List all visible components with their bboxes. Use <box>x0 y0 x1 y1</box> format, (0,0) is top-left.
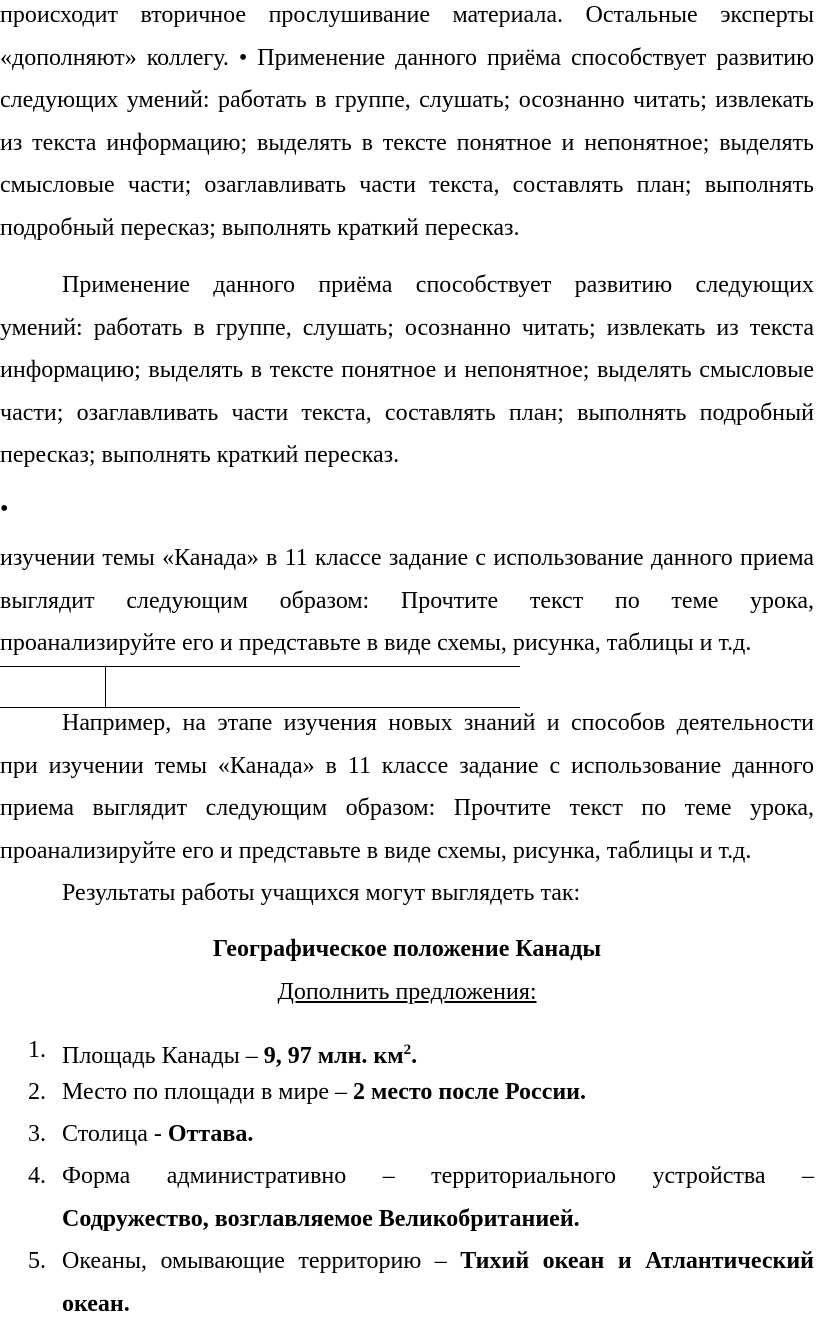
list-item-text: Океаны, омывающие территорию – <box>62 1248 461 1274</box>
list-item-text: Место по площади в мире – <box>62 1079 353 1105</box>
list-item-answer: 2 место после России. <box>352 1079 587 1105</box>
paragraph-results: Результаты работы учащихся могут выглядеть так: <box>62 880 581 906</box>
list-item-number: 4. <box>28 1163 46 1189</box>
paragraph-experts-text-b: Применение данного приёма способствует развитию следующих умений: работать в группе, слушать; осознанно читать; извлекать из текста информацию; выделять в тексте понятное и непонятное; выделять смысловые части; озаглавливать части текста, составлять план; выполнять подробный пересказ; выполнять краткий пересказ. <box>0 44 814 241</box>
paragraph-experts-text-a: происходит вторичное прослушивание материала. Остальные эксперты «дополняют» коллегу. <box>0 2 814 71</box>
list-item <box>0 1071 814 1114</box>
table-top-border <box>0 666 520 667</box>
list-item <box>0 1029 814 1072</box>
section-heading: Географическое положение Канады <box>212 936 602 962</box>
list-item-number: 1. <box>28 1037 46 1063</box>
list-item-number: 3. <box>28 1121 46 1147</box>
list-item <box>0 1155 814 1241</box>
list-item-body <box>62 1155 814 1240</box>
list-item-body <box>62 1113 814 1156</box>
table-column-divider <box>105 666 106 707</box>
list-item-text: Столица - <box>62 1121 168 1147</box>
list-item-number: 2. <box>28 1079 46 1105</box>
list-item-text: Форма административно – территориального устройства – <box>62 1163 814 1189</box>
section-subheading <box>0 971 814 1014</box>
list-item-superscript: 2 <box>403 1042 412 1058</box>
list-item-answer: Оттава. <box>167 1121 254 1147</box>
list-item-answer: 9, 97 млн. км <box>263 1043 404 1069</box>
list-item <box>0 1113 814 1156</box>
list-item <box>0 1240 814 1326</box>
list-item-body <box>62 1071 814 1114</box>
list-item-answer: Содружество, возглавляемое Великобританией. <box>62 1205 580 1232</box>
list-item-answer-end: . <box>411 1043 418 1069</box>
inline-bullet-icon: • <box>238 44 248 71</box>
list-item-body <box>62 1240 814 1325</box>
paragraph-example: Например, на этапе изучения новых знаний и способов деятельности при изучении темы «Канада» в 11 классе задание с использование данного приема выглядит следующим образом: Прочтите текст по теме урока, проанализируйте его и представьте в виде схемы, рисунка, таблицы и т.д. <box>0 710 814 864</box>
section-subheading-text: Дополнить предложения: <box>277 979 537 1005</box>
paragraph-canada-task: изучении темы «Канада» в 11 классе задание с использование данного приема выглядит следующим образом: Прочтите текст по теме урока, проанализируйте его и представьте в виде схемы, рисунка, таблицы и т.д. <box>0 545 814 656</box>
list-item-text: Площадь Канады – <box>62 1043 264 1069</box>
list-item-answer: Тихий океан и Атлантический океан. <box>62 1248 814 1317</box>
paragraph-skills: Применение данного приёма способствует развитию следующих умений: работать в группе, слушать; осознанно читать; извлекать из текста информацию; выделять в тексте понятное и непонятное; выделять смысловые части; озаглавливать части текста, составлять план; выполнять подробный пересказ; выполнять краткий пересказ. <box>0 272 814 468</box>
paragraph-experts <box>0 0 814 249</box>
lone-bullet-icon: • <box>0 496 9 522</box>
list-item-number: 5. <box>28 1248 46 1274</box>
